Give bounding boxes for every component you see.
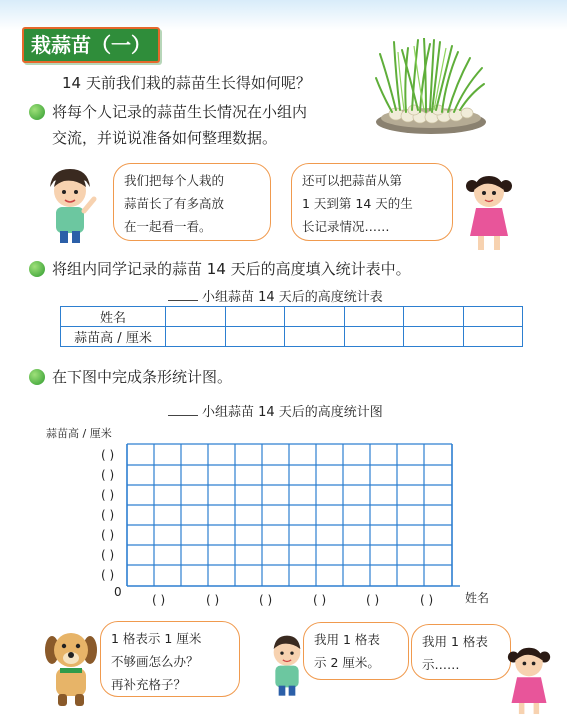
bubble-line: 示……: [422, 657, 460, 672]
bubble-line: 长记录情况……: [302, 219, 390, 234]
x-name-blank[interactable]: ( ): [420, 593, 434, 607]
girl-character-icon: [506, 642, 552, 718]
y-tick-blank[interactable]: ( ): [101, 448, 115, 462]
y-tick-blank[interactable]: ( ): [101, 468, 115, 482]
bubble-line: 还可以把蒜苗从第: [302, 173, 403, 188]
x-axis-label: 姓名: [465, 591, 490, 605]
table-caption-text: 小组蒜苗 14 天后的高度统计表: [202, 290, 383, 305]
dog-character-icon: [42, 628, 100, 708]
speech-bubble-girl2: [411, 624, 511, 680]
x-name-blank[interactable]: ( ): [313, 593, 327, 607]
x-name-blank[interactable]: ( ): [152, 593, 166, 607]
bubble-line: 1 格表示 1 厘米: [111, 631, 202, 646]
bubble-line: 蒜苗长了有多高放: [124, 196, 225, 211]
bubble-line: 不够画怎么办？: [111, 654, 199, 669]
y-tick-blank[interactable]: ( ): [101, 508, 115, 522]
lesson-title: 栽蒜苗（一）: [22, 27, 160, 63]
chart-caption-text: 小组蒜苗 14 天后的高度统计图: [202, 405, 383, 420]
bubble-line: 示 2 厘米。: [314, 655, 380, 670]
y-tick-blank[interactable]: ( ): [101, 568, 115, 582]
x-name-blank[interactable]: ( ): [206, 593, 220, 607]
item1-line2: 交流，并说说准备如何整理数据。: [52, 129, 278, 147]
intro-question: 14 天前我们栽的蒜苗生长得如何呢？: [62, 74, 311, 92]
item1-line1: 将每个人记录的蒜苗生长情况在小组内: [52, 103, 308, 121]
y-tick-blank[interactable]: ( ): [101, 488, 115, 502]
y-tick-blank[interactable]: ( ): [101, 528, 115, 542]
row-header-name: 姓名: [61, 307, 166, 327]
bubble-line: 在一起看一看。: [124, 219, 212, 234]
speech-bubble-dog: [100, 621, 240, 697]
bubble-line: 再补充格子？: [111, 677, 187, 692]
y-axis-label: 蒜苗高 / 厘米: [46, 427, 112, 440]
origin-label: 0: [114, 585, 122, 599]
x-name-blank[interactable]: ( ): [259, 593, 273, 607]
bubble-line: 我用 1 格表: [314, 632, 380, 647]
bubble-line: 1 天到第 14 天的生: [302, 196, 413, 211]
bubble-line: 我用 1 格表: [422, 634, 488, 649]
item2-text: 将组内同学记录的蒜苗 14 天后的高度填入统计表中。: [52, 260, 411, 278]
row-header-height: 蒜苗高 / 厘米: [61, 327, 166, 347]
y-tick-blank[interactable]: ( ): [101, 548, 115, 562]
speech-bubble-boy2: [303, 622, 409, 680]
item3-text: 在下图中完成条形统计图。: [52, 368, 233, 386]
bubble-line: 我们把每个人栽的: [124, 173, 225, 188]
x-name-blank[interactable]: ( ): [366, 593, 380, 607]
